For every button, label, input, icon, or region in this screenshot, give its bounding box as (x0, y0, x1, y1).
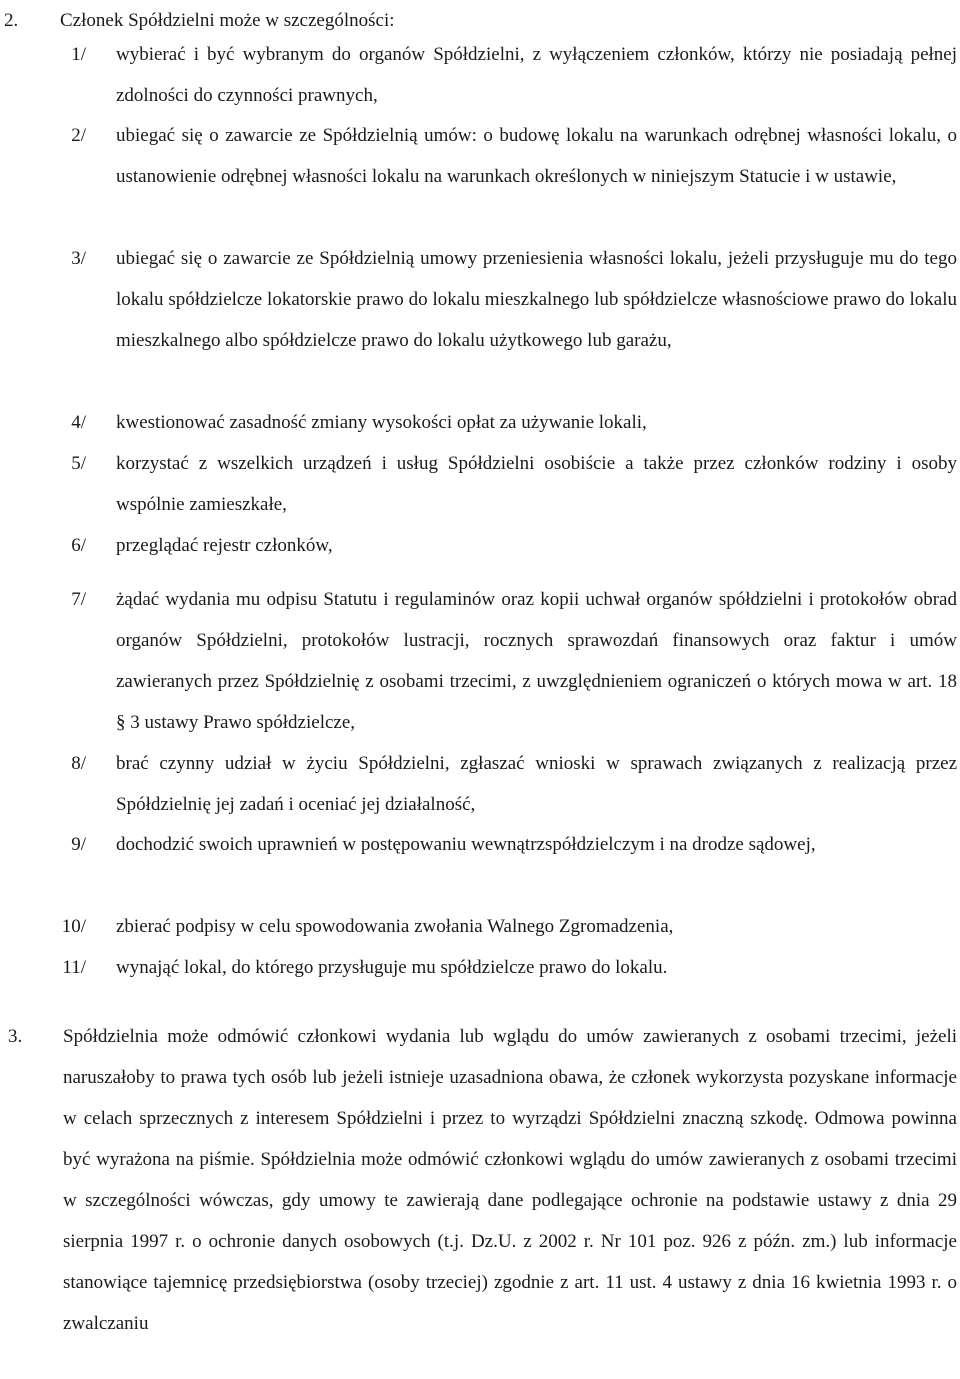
section-3 (0, 1016, 960, 1379)
list-item-number: 5/ (71, 453, 86, 474)
list-item-number: 1/ (71, 44, 86, 65)
list-item-number: 9/ (71, 834, 86, 855)
list-item-number: 2/ (71, 125, 86, 146)
list-item-number: 8/ (71, 753, 86, 774)
list-item-text: ubiegać się o zawarcie ze Spółdzielnią umowy przeniesienia własności lokalu, jeżeli przysługuje mu do tego lokalu spółdzielcze lokatorskie prawo do lokalu mieszkalnego lub spółdzielcze własnościowe prawo do lokalu mieszkalnego albo spółdzielcze prawo do lokalu użytkowego lub garażu, (116, 248, 957, 351)
list-item-number: 3/ (71, 248, 86, 269)
list-item-text: przeglądać rejestr członków, (116, 535, 333, 556)
section-2-number: 2. (4, 10, 19, 31)
list-item-text: brać czynny udział w życiu Spółdzielni, zgłaszać wnioski w sprawach związanych z realizacją przez Spółdzielnię jej zadań i oceniać jej działalność, (116, 753, 957, 815)
list-item-text: żądać wydania mu odpisu Statutu i regulaminów oraz kopii uchwał organów spółdzielni i protokołów obrad organów Spółdzielni, protokołów lustracji, rocznych sprawozdań finansowych oraz faktur i umów zawieranych przez Spółdzielnię z osobami trzecimi, z uwzględnieniem ograniczeń o których mowa w art. 18 § 3 ustawy Prawo spółdzielcze, (116, 589, 957, 733)
section-3-text: Spółdzielnia może odmówić członkowi wydania lub wglądu do umów zawieranych z osobami trzecimi, jeżeli naruszałoby to prawa tych osób lub jeżeli istnieje uzasadniona obawa, że członek wykorzysta pozyskane informacje w celach sprzecznych z interesem Spółdzielni i przez to wyrządzi Spółdzielni znaczną szkodę. Odmowa powinna być wyrażona na piśmie. Spółdzielnia może odmówić członkowi wglądu do umów zawieranych z osobami trzecimi w szczególności wówczas, gdy umowy te zawierają dane podlegające ochronie na podstawie ustawy z dnia 29 sierpnia 1997 r. o ochronie danych osobowych (t.j. Dz.U. z 2002 r. Nr 101 poz. 926 z późn. zm.) lub informacje stanowiące tajemnicę przedsiębiorstwa (osoby trzeciej) zgodnie z art. 11 ust. 4 ustawy z dnia 16 kwietnia 1993 r. o zwalczaniu (63, 1026, 957, 1334)
list-item-number: 10/ (61, 916, 86, 937)
section-3-number: 3. (8, 1026, 23, 1047)
list-item-text: kwestionować zasadność zmiany wysokości opłat za używanie lokali, (116, 412, 647, 433)
list-item-text: wynająć lokal, do którego przysługuje mu spółdzielcze prawo do lokalu. (116, 957, 668, 978)
section-2-lead: Członek Spółdzielni może w szczególności: (60, 10, 395, 31)
list-item-text: ubiegać się o zawarcie ze Spółdzielnią umów: o budowę lokalu na warunkach odrębnej własności lokalu, o ustanowienie odrębnej własności lokalu na warunkach określonych w niniejszym Statucie i w ustawie, (116, 125, 957, 187)
list-item-number: 4/ (71, 412, 86, 433)
list-item-text: dochodzić swoich uprawnień w postępowaniu wewnątrzspółdzielczym i na drodze sądowej, (116, 834, 816, 855)
list-item-number: 6/ (71, 535, 86, 556)
list-item-number: 11/ (62, 957, 86, 978)
list-item-number: 7/ (71, 589, 86, 610)
list-item-text: wybierać i być wybranym do organów Spółdzielni, z wyłączeniem członków, którzy nie posiadają pełnej zdolności do czynności prawnych, (116, 44, 957, 106)
list-item-text: korzystać z wszelkich urządzeń i usług Spółdzielni osobiście a także przez członków rodziny i osoby wspólnie zamieszkałe, (116, 453, 957, 515)
list-item-text: zbierać podpisy w celu spowodowania zwołania Walnego Zgromadzenia, (116, 916, 674, 937)
